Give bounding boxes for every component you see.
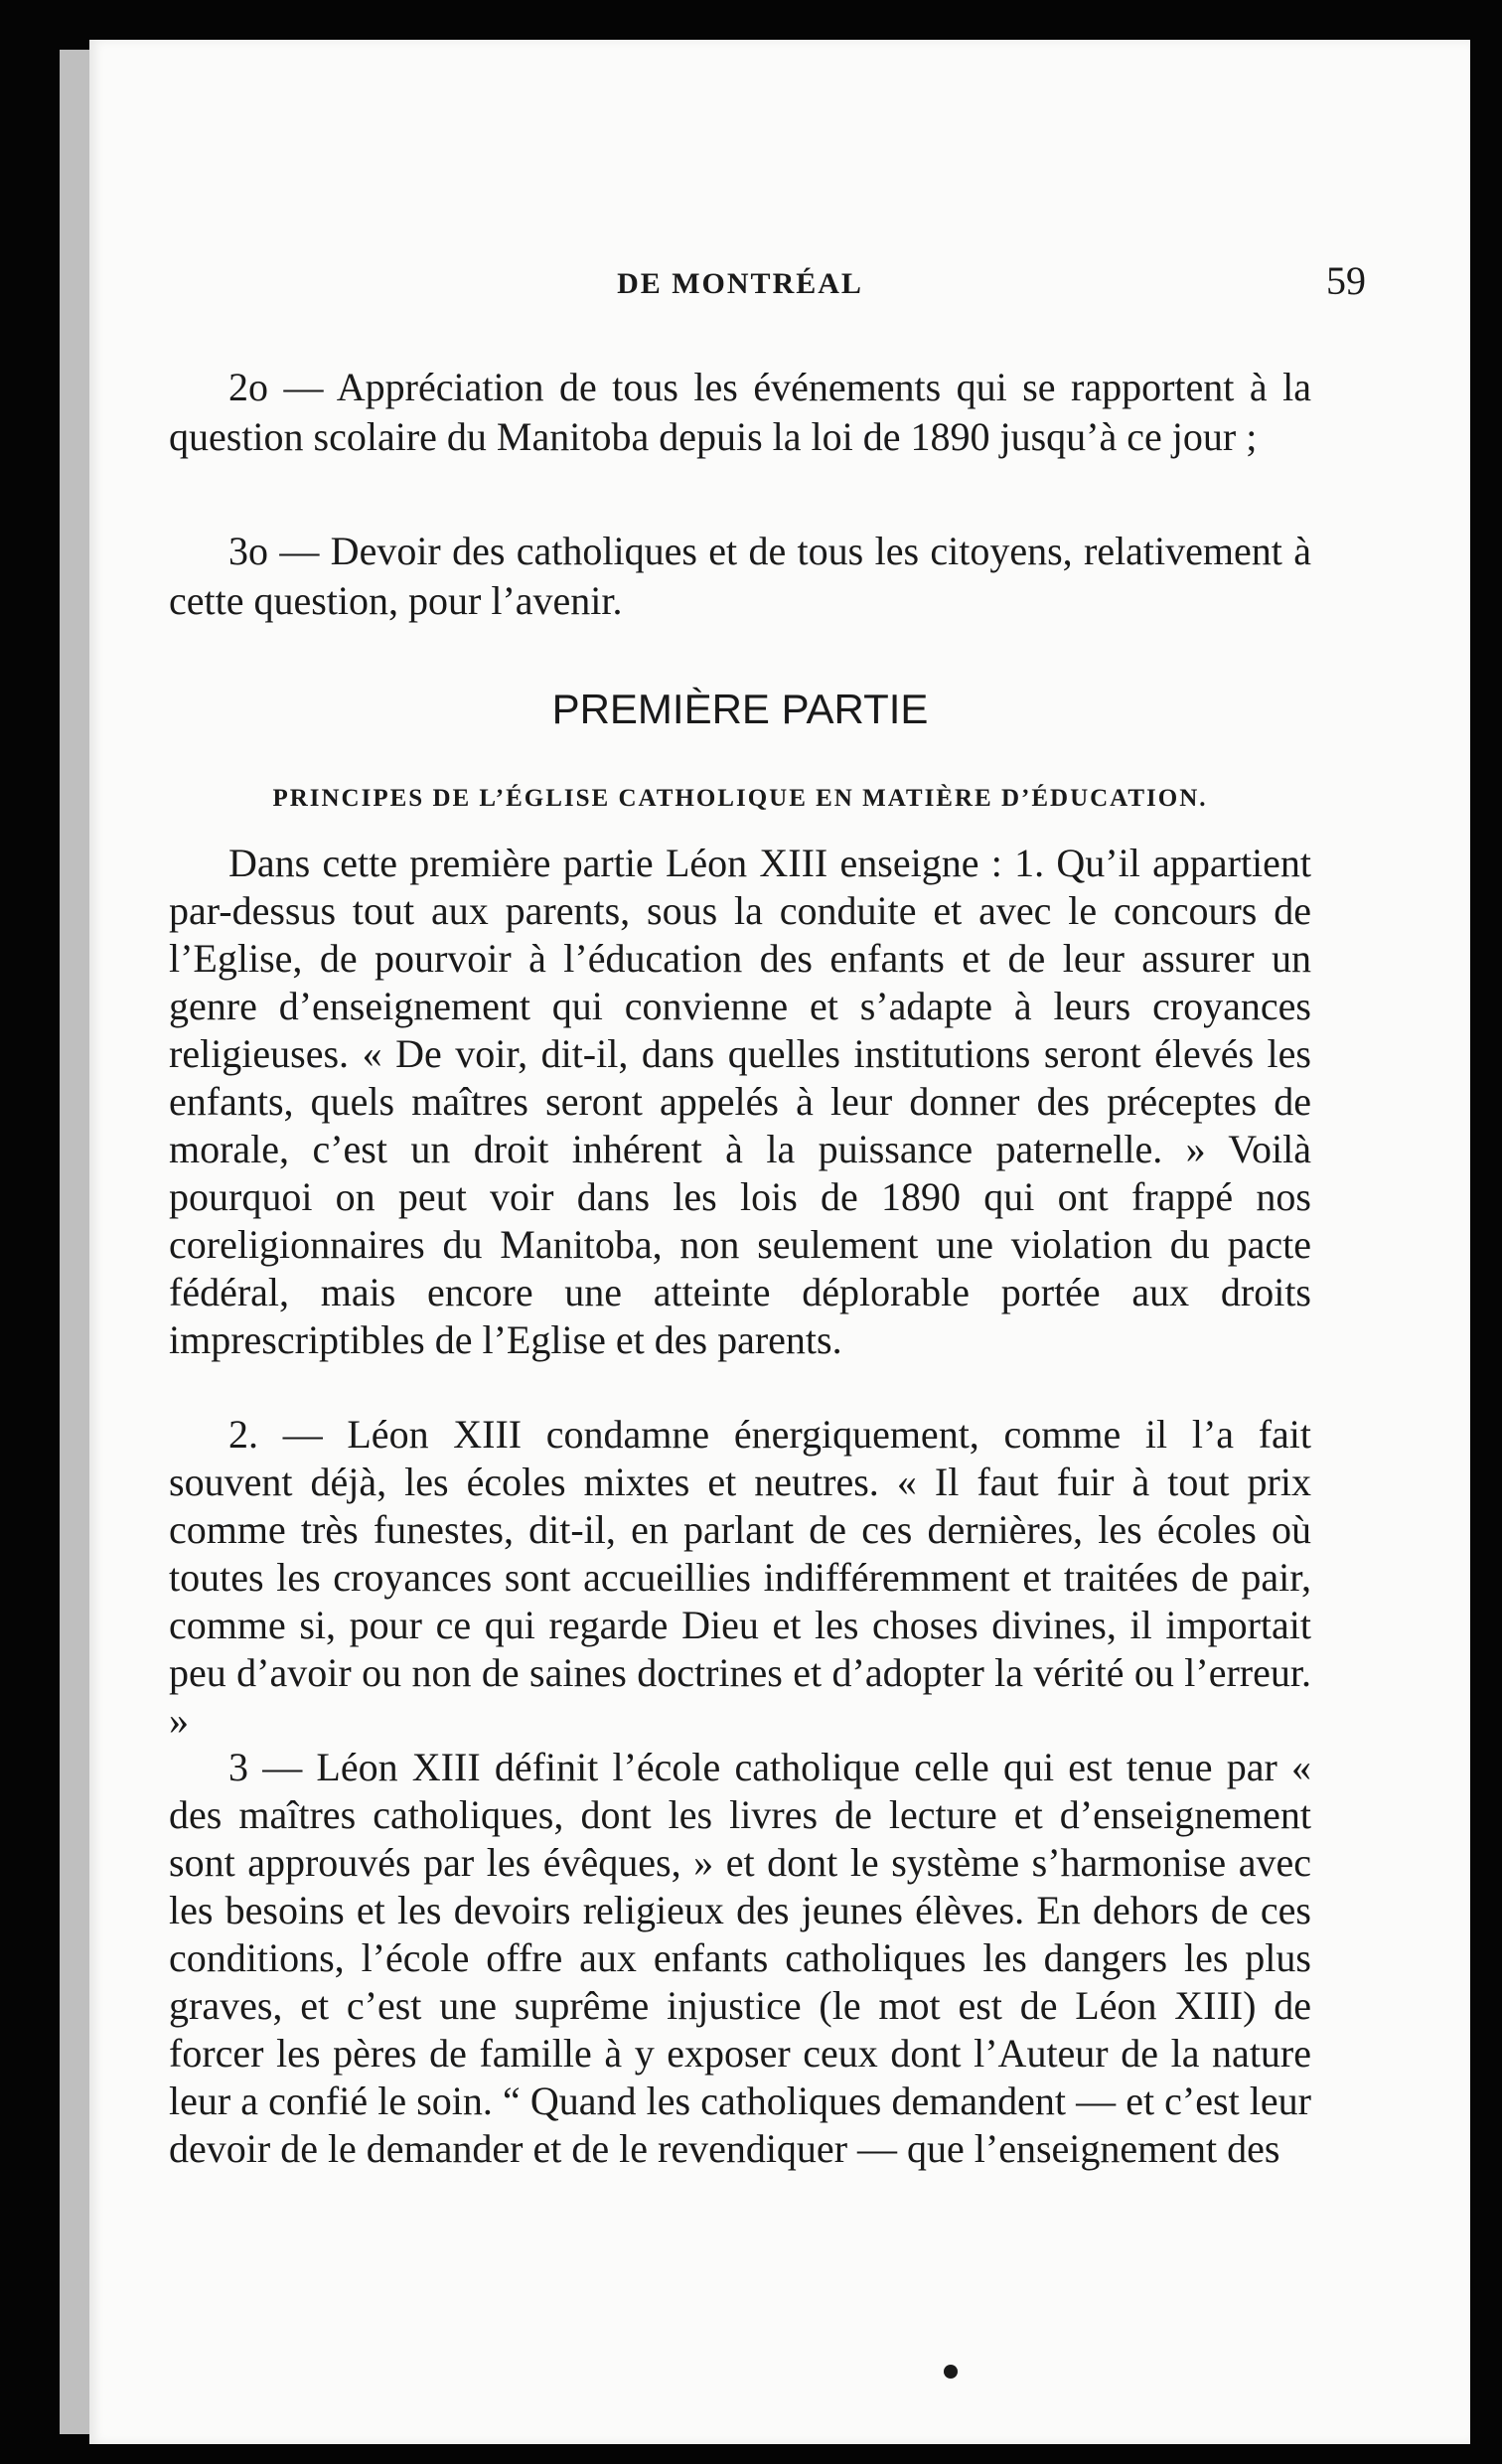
running-head-title: DE MONTRÉAL [617, 267, 863, 300]
body-paragraph: 3 — Léon XIII définit l’école catholique celle qui est tenue par « des maîtres catholiques, dont les livres de lecture et d’enseignement sont approuvés par les évêques, » et dont le système s’harmonise avec les besoins et les devoirs religieux des jeunes élèves. En dehors de ces conditions, l’école offre aux enfants catholiques les dangers les plus graves, et c’est une suprême injustice (le mot est de Léon XIII) de forcer les pères de famille à y exposer ceux dont l’Auteur de la nature leur a confié le soin. “ Quand les catholiques demandent — et c’est leur devoir de le demander et de le revendiquer — que l’enseignement des [169, 1745, 1311, 2171]
book-page [89, 40, 1470, 2444]
list-item: 2o — Appréciation de tous les événements qui se rapportent à la question scolaire du Manitoba depuis la loi de 1890 jusqu’à ce jour ; [169, 365, 1311, 459]
part-title: PREMIÈRE PARTIE [551, 686, 929, 732]
body-paragraph: 2. — Léon XIII condamne énergiquement, comme il l’a fait souvent déjà, les écoles mixtes et neutres. « Il faut fuir à tout prix comme très funestes, dit-il, en parlant de ces dernières, les écoles où toutes les croyances sont accueillies indifféremment et traitées de pair, comme si, pour ce qui regarde Dieu et les choses divines, il importait peu d’avoir ou non de saines doctrines et d’adopter la vérité ou l’erreur. » [169, 1412, 1311, 1743]
left-page-edge [60, 50, 89, 2434]
part-subtitle: PRINCIPES DE L’ÉGLISE CATHOLIQUE EN MATIÈRE D’ÉDUCATION. [272, 785, 1208, 812]
body-paragraph: Dans cette première partie Léon XIII enseigne : 1. Qu’il appartient par-dessus tout aux parents, sous la conduite et avec le concours de l’Eglise, de pourvoir à l’éducation des enfants et de leur assurer un genre d’enseignement qui convienne et s’adapte à leurs croyances religieuses. « De voir, dit-il, dans quelles institutions seront élevés les enfants, quels maîtres seront appelés à leur donner des préceptes de morale, c’est un droit inhérent à la puissance paternelle. » Voilà pourquoi on peut voir dans les lois de 1890 qui ont frappé nos coreligionnaires du Manitoba, non seulement une violation du pacte fédéral, mais encore une atteinte déplorable portée aux droits imprescriptibles de l’Eglise et des parents. [169, 841, 1311, 1362]
running-head [169, 253, 1366, 313]
list-item: 3o — Devoir des catholiques et de tous les citoyens, relativement à cette question, pour l’avenir. [169, 529, 1311, 623]
ink-dot [944, 2365, 958, 2379]
page-number: 59 [1326, 258, 1366, 303]
